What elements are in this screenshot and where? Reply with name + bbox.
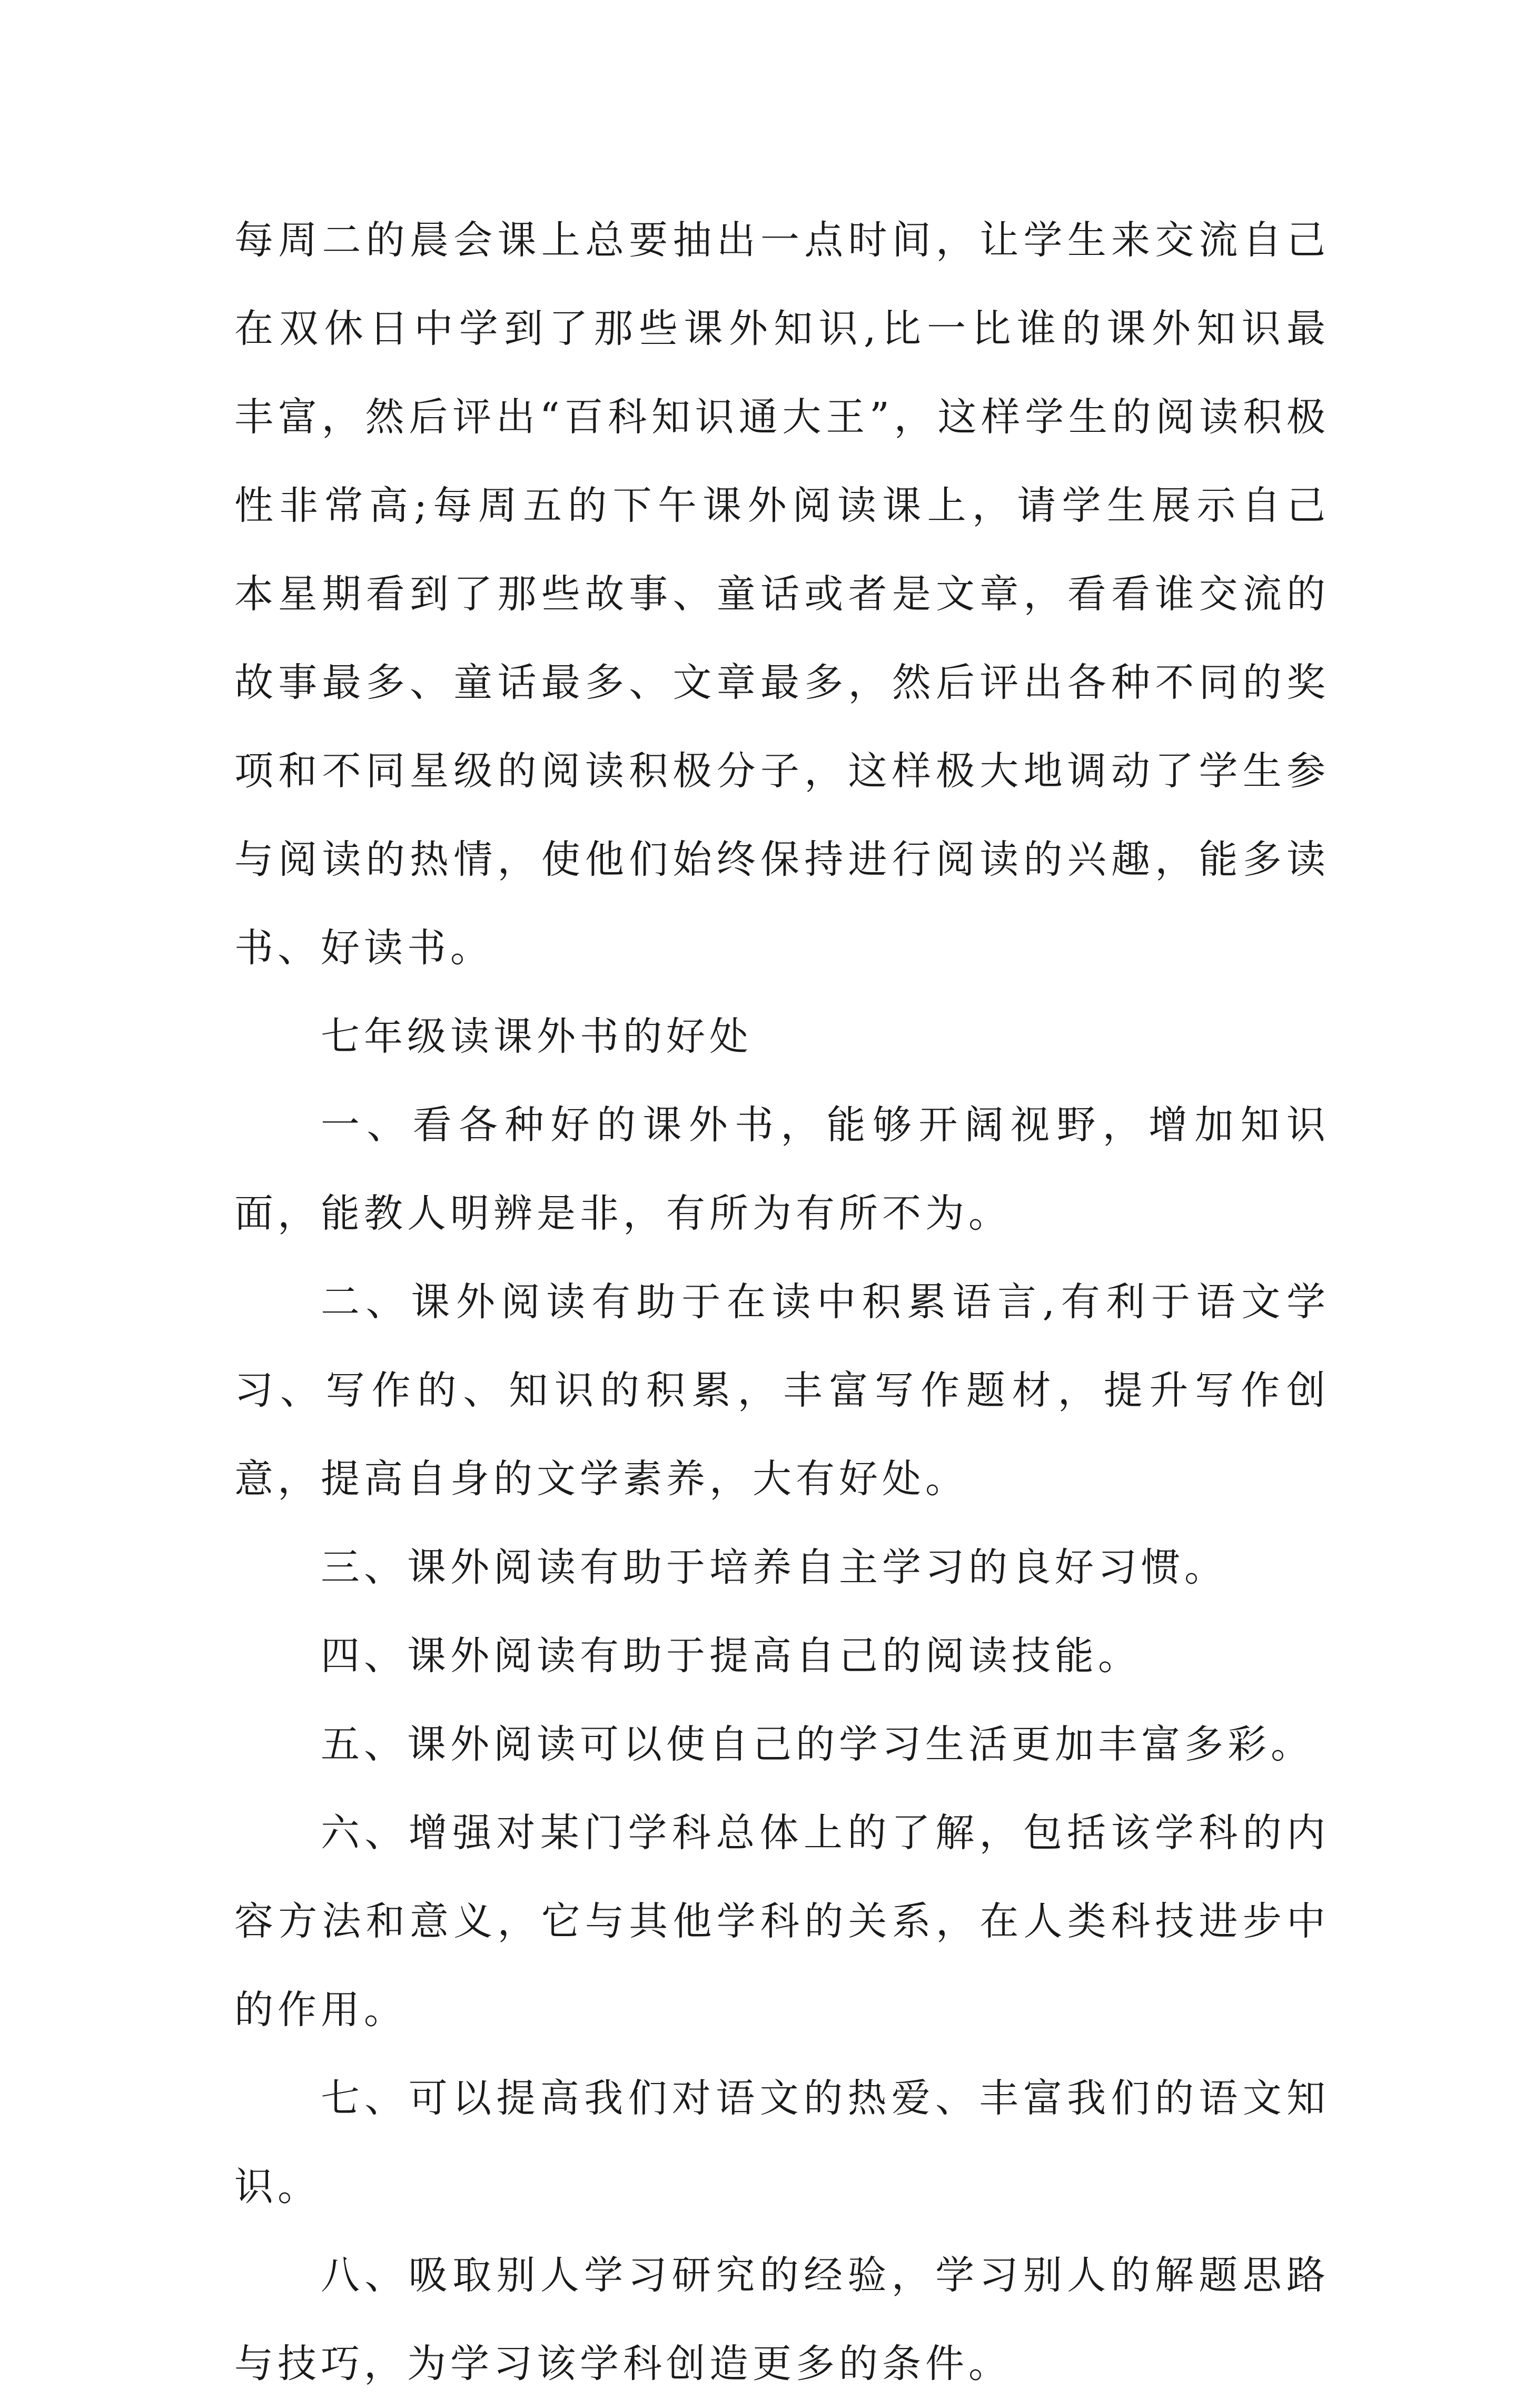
benefit-item-6: 六、增强对某门学科总体上的了解，包括该学科的内容方法和意义，它与其他学科的关系，在人类科技进步中的作用。	[234, 1810, 1330, 2032]
benefit-item-7: 七、可以提高我们对语文的热爱、丰富我们的语文知识。	[234, 2076, 1330, 2209]
paragraph-reading-activities: 每周二的晨会课上总要抽出一点时间，让学生来交流自己在双休日中学到了那些课外知识,比一比谁的课外知识最丰富，然后评出“百科知识通大王”，这样学生的阅读积极性非常高;每周五的下午课外阅读课上，请学生展示自己本星期看到了那些故事、童话或者是文章，看看谁交流的故事最多、童话最多、文章最多，然后评出各种不同的奖项和不同星级的阅读积极分子，这样极大地调动了学生参与阅读的热情，使他们始终保持进行阅读的兴趣，能多读书、好读书。	[234, 218, 1330, 971]
benefit-item-3: 三、课外阅读有助于培养自主学习的良好习惯。	[321, 1545, 1228, 1590]
benefit-item-2: 二、课外阅读有助于在读中积累语言,有利于语文学习、写作的、知识的积累，丰富写作题材，提升写作创意，提高自身的文学素养，大有好处。	[234, 1279, 1330, 1502]
benefit-item-4: 四、课外阅读有助于提高自己的阅读技能。	[321, 1633, 1141, 1679]
benefit-item-8: 八、吸取别人学习研究的经验，学习别人的解题思路与技巧，为学习该学科创造更多的条件。	[234, 2253, 1330, 2386]
benefit-item-1: 一、看各种好的课外书，能够开阔视野，增加知识面，能教人明辨是非，有所为有所不为。	[234, 1102, 1330, 1236]
section-heading: 七年级读课外书的好处	[321, 1014, 753, 1059]
benefit-item-5: 五、课外阅读可以使自己的学习生活更加丰富多彩。	[321, 1722, 1314, 1767]
document-body	[234, 196, 1330, 2408]
